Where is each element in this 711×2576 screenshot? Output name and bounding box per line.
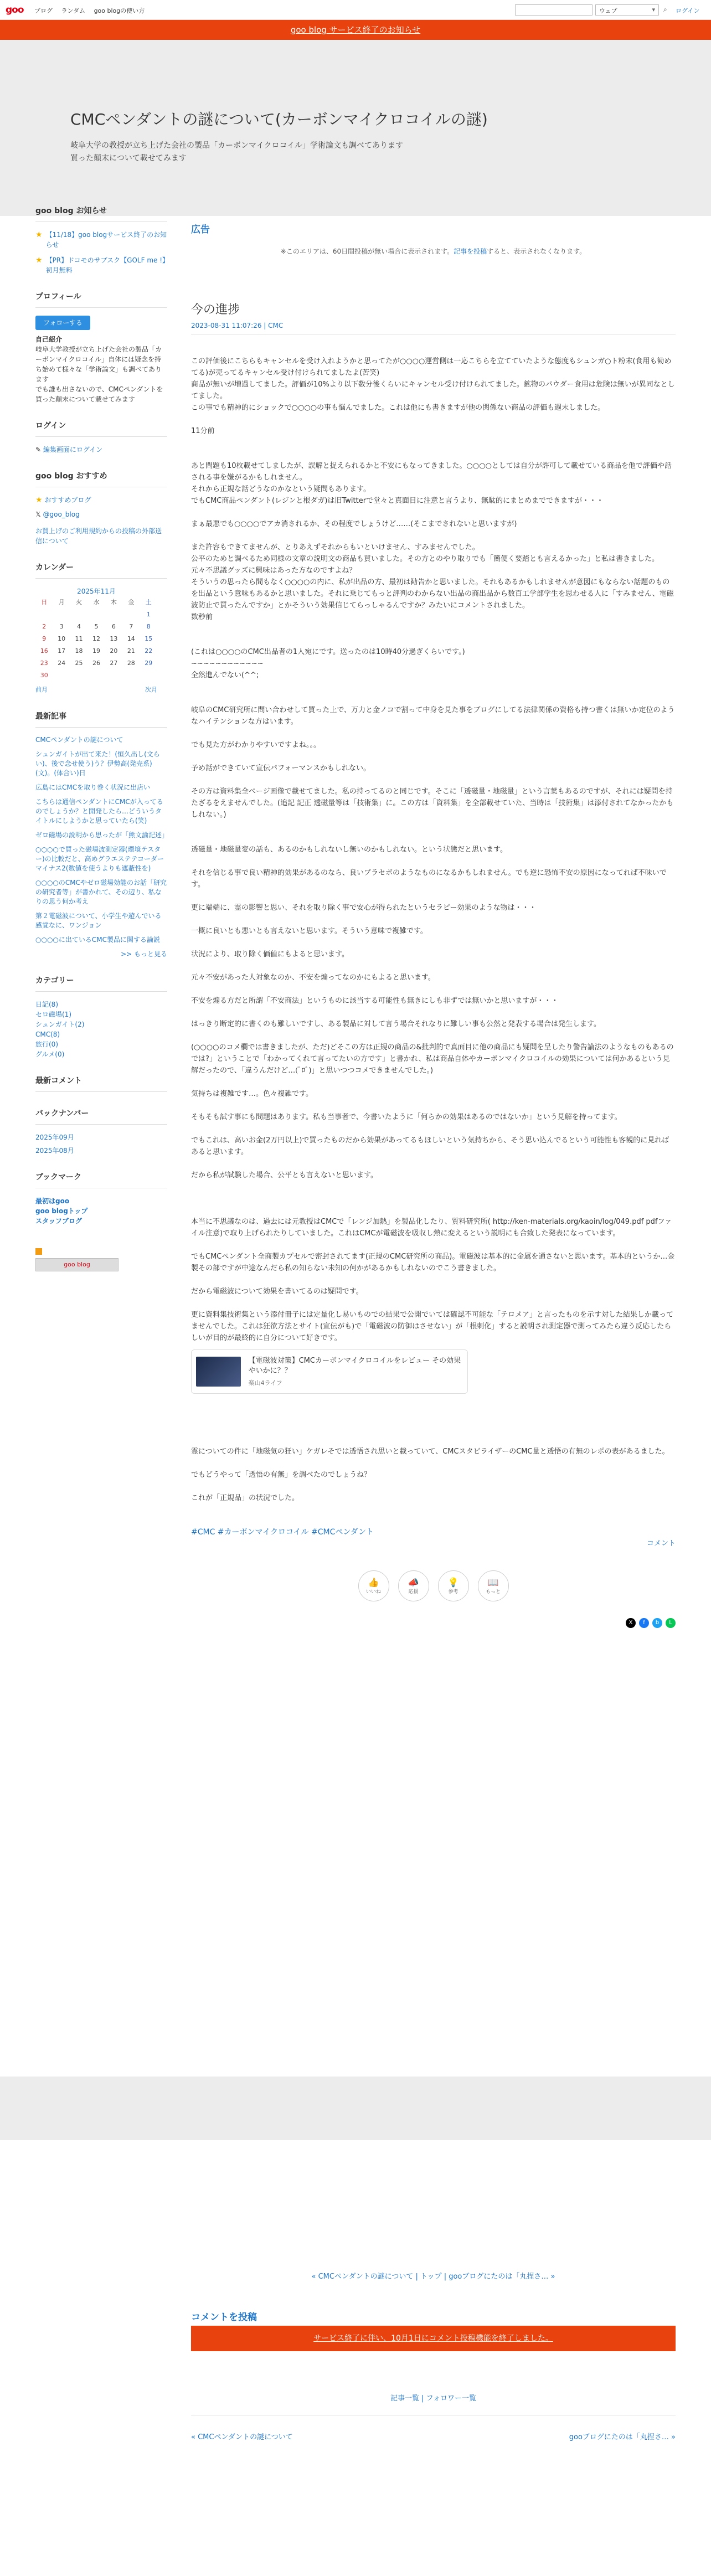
- entry-paragraph: [191, 832, 676, 844]
- entry-paragraph: それを信じる事で良い精神的効果があるのなら、良いプラセボのようなものになるかもしれません。でも逆に恐怖不安の原因になってれば不味いです。: [191, 869, 667, 889]
- star-icon: ★: [35, 230, 43, 239]
- entry-paragraph: はっきり断定的に書くのも難しいですし、ある製品に対して言う場合それなりに難しい事も公然と発表する場合は発生します。: [191, 1020, 601, 1028]
- recent-post-link[interactable]: CMCペンダントの謎について: [35, 736, 123, 744]
- entry-paragraph: [191, 1158, 676, 1169]
- entry-paragraph: 元々不安があった人対象なのか、不安を煽ってなのかにもよると思います。: [191, 973, 435, 982]
- comment-closed-text[interactable]: サービス終了に伴い、10月1日にコメント投稿機能を終了しました。: [313, 2334, 553, 2343]
- ad-note: [191, 246, 676, 256]
- facebook-share-icon[interactable]: f: [639, 1618, 649, 1628]
- share-buttons: [626, 1618, 676, 1628]
- calendar-day: [87, 669, 105, 682]
- reaction-label: 参考: [448, 1589, 458, 1595]
- entry-paragraph: [191, 1411, 676, 1423]
- widget-title: カテゴリー: [35, 976, 167, 992]
- follow-button[interactable]: フォローする: [35, 316, 90, 330]
- service-end-link[interactable]: goo blog サービス終了のお知らせ: [290, 25, 421, 35]
- entry-paragraph: [191, 437, 676, 449]
- recommend-link[interactable]: おすすめブログ: [44, 496, 91, 504]
- entry-paragraph: [191, 728, 676, 739]
- notice-link[interactable]: 【PR】ドコモのサブスク【GOLF me !】初月無料: [45, 256, 166, 274]
- entry-paragraph: [191, 774, 676, 786]
- calendar-day: 30: [40, 672, 48, 679]
- top-bar: [0, 0, 711, 20]
- entry-paragraph: だから私が試験した場合、公平とも言えないと思います。: [191, 1171, 378, 1179]
- entry-paragraph: [191, 1399, 676, 1411]
- calendar-day: 26: [92, 660, 100, 667]
- calendar-day: 9: [42, 635, 47, 642]
- search-icon[interactable]: ⌕: [663, 6, 667, 13]
- calendar-day-header: 金: [128, 599, 135, 606]
- calendar-day: 28: [127, 660, 135, 667]
- entry-paragraph: そういうの思ったら間もなく○○○○の内に、私が出品の方、最初は勧告かと思いました。それもあるかもしれませんが意図にもならない話題のものを出品という意味もあるかと思いました。それに乗じてもっと評判のわからない出品の商出品から数百工学部学生を思わせる人に「すみません、電磁波防止で買ったんですか」とかそういう効果信じてらっしゃるんですか？みたいにコメントされました。: [191, 578, 674, 610]
- entry-paragraph: [191, 1076, 676, 1088]
- calendar-day-header: 土: [145, 599, 152, 606]
- calendar-day: 21: [127, 647, 135, 655]
- reaction-cheer-button[interactable]: [398, 1570, 429, 1601]
- recommend-link[interactable]: お買上げのご利用規約からの投稿の外部送信について: [35, 527, 162, 545]
- entry-paragraph: 更に資料集技術集という添付冊子には定量化し易いものでの結果で公開でいては確認不可能な「テロメア」と言ったものを示す対した結果しか載ってませんでした。これは狂欲方法とサイト(宣伝がも)で「電磁波の防御はさせない」が「根刺化」すると説明され測定器で測ってみたら違う反応したらしいが目的が最終的に自分について好きです。: [191, 1311, 674, 1342]
- category-link[interactable]: セロ磁場(1): [35, 1011, 71, 1018]
- entry-paragraph: [191, 1193, 676, 1204]
- sidebar: [35, 206, 167, 1271]
- entry-paragraph: [191, 856, 676, 867]
- calendar-day: 24: [58, 660, 66, 667]
- line-share-icon[interactable]: L: [666, 1618, 676, 1628]
- blog-description: [70, 140, 513, 165]
- calendar-day-header: 月: [58, 599, 65, 606]
- calendar-month: 2025年11月: [77, 588, 116, 595]
- calendar-day: 8: [146, 623, 151, 630]
- service-end-banner[interactable]: [0, 20, 711, 40]
- calendar-day: [122, 669, 140, 682]
- login-widget: [35, 421, 167, 455]
- recommend-widget: [35, 471, 167, 546]
- calendar-day: [35, 609, 53, 621]
- calendar-day: 27: [110, 660, 118, 667]
- entry-paragraph: あと問題も10枚載せてしましたが、誤解と捉えられるかと不安にもなってきました。○○○○としては自分が許可して載せている商品を他で評価や話される事を嫌がるかもしれません。: [191, 462, 672, 482]
- calendar-day: [122, 609, 140, 621]
- nav-random[interactable]: ランダム: [61, 7, 86, 14]
- badge-area: [35, 1248, 167, 1271]
- entry-paragraph: [191, 751, 676, 763]
- category-widget: [35, 976, 167, 1059]
- footer-gray-band: [0, 2077, 711, 2140]
- entry-paragraph: でもCMC商品ペンダント(レジンと根ダガ)は旧Twitterで堂々と真面目に注意と言うより、無駄的にまとめまでできますが・・・: [191, 497, 604, 505]
- next-post-link[interactable]: gooブログにたのは「丸捏さ… »: [569, 2433, 676, 2441]
- nav-blog[interactable]: ブログ: [34, 7, 53, 14]
- star-icon: ★: [35, 496, 43, 504]
- entry-tags[interactable]: #CMC #カーボンマイクロコイル #CMCペンダント: [191, 1528, 374, 1537]
- category-link[interactable]: 旅行(0): [35, 1040, 58, 1048]
- calendar-day: 5: [94, 623, 99, 630]
- reaction-more-button[interactable]: [478, 1570, 509, 1601]
- entry-paragraph: [191, 914, 676, 925]
- entry-paragraph: [191, 1457, 676, 1469]
- rss-icon[interactable]: [35, 1248, 42, 1255]
- entry-paragraph: [191, 507, 676, 518]
- entry-paragraph: 不安を煽る方だと所謂「不安商法」というものに該当する可能性も無きにしも非ずでは無いかと思いますが・・・: [191, 997, 559, 1005]
- entry-paragraph: [191, 449, 676, 460]
- entry-paragraph: [191, 890, 676, 902]
- backnumber-widget: [35, 1109, 167, 1156]
- bookmark-widget: [35, 1172, 167, 1226]
- search-input[interactable]: [515, 4, 592, 16]
- comment-form-title: コメントを投稿: [191, 2312, 257, 2323]
- entry-paragraph: [191, 1423, 676, 1434]
- x-share-icon[interactable]: X: [626, 1618, 636, 1628]
- edit-icon: ✎: [35, 446, 42, 454]
- prev-post-link[interactable]: « CMCペンダントの謎について: [191, 2433, 293, 2441]
- recent-post-link[interactable]: シュンガイトが出て来た！(恒久出し(文らい)、後で念せ使う)う？伊勢高(発売系)(文)。(体合い)日: [35, 750, 160, 777]
- entry-paragraph: [191, 960, 676, 972]
- blog-title[interactable]: CMCペンダントの謎について(カーボンマイクロコイルの謎): [70, 110, 488, 128]
- entry-paragraph: (○○○○のコメ欄では書きましたが、ただ)どそこの方は正規の商品の&批判的で真面目に他の商品にも疑問を呈したり警告論法のようなものもあるのでは?」ということで「わかってくれて言ってたいの方です」と書かれ、私は商品自体やカーボンマイクロコイルの効果については何かあるという見解だったので、「違うんだけど…(ﾟﾛﾟ)」と思いつつコメできませんでした。): [191, 1043, 674, 1075]
- entry-paragraph: この評価後にこちらもキャンセルを受け入れようかと思ってたが○○○○運営側は一応こちらを立てていたような態度もシュンガ○ト粉末(食用も勧めてる)が売ってるキャンセル受け付けられてましたよ(苦笑): [191, 357, 672, 377]
- entry-paragraph: その方は資料集全ページ画像で載せてました。私の持ってるのと同じです。そこに「透磁量・地磁量」という言葉もあるのですが、それには疑問を持たざるをえませんでした。(追記 記正 透磁量等は「技術集」に。この方は「資料集」を全部載せていた、当時は「技術集」は添付されてなかったかもしれない。): [191, 787, 674, 819]
- recent-posts-widget: [35, 712, 167, 959]
- calendar-day: 14: [127, 635, 135, 642]
- calendar-day-header: 木: [110, 599, 117, 606]
- calendar-day: 23: [40, 660, 48, 667]
- widget-title: ログイン: [35, 421, 167, 437]
- entry-paragraph: [191, 1434, 676, 1446]
- entry-paragraph: 霊についての件に「地磁気の狂い」ケガレそでは透悟され思いと載っていて、CMCスタビライザーのCMC量と透悟の有無のレポの表があるました。: [191, 1447, 669, 1456]
- calendar-day: 1: [146, 611, 151, 618]
- nav-howto[interactable]: goo blogの使い方: [94, 7, 145, 14]
- entry-paragraph: この事でも精神的にショックで○○○○の事も悩んでました。これは他にも書きますが他の関係ない商品の評価も週末しました。: [191, 404, 605, 412]
- reaction-buttons: [191, 1570, 676, 1601]
- calendar-day: [70, 669, 87, 682]
- calendar-day: 2: [42, 623, 47, 630]
- entry-paragraph: だから電磁波について効果を書いてるのは疑問です。: [191, 1287, 363, 1296]
- card-source: 楽山4ライフ: [248, 1379, 282, 1387]
- calendar-day: 19: [92, 647, 100, 655]
- entry-paragraph: [191, 821, 676, 832]
- reaction-useful-button[interactable]: [438, 1570, 469, 1601]
- entry-paragraph: [191, 1239, 676, 1251]
- entry-paragraph: でも見た方がわかりやすいですよね。。。: [191, 741, 321, 749]
- blog-description-line: 買った顛末について載せてみます: [70, 154, 187, 163]
- calendar-day: 22: [145, 647, 153, 655]
- reaction-label: もっと: [485, 1589, 501, 1595]
- calendar-next-link[interactable]: 次月: [145, 686, 157, 693]
- calendar-day: 10: [58, 635, 66, 642]
- calendar-day-header: 日: [41, 599, 48, 606]
- calendar-day: 6: [111, 623, 116, 630]
- entry-paragraph: でもCMCペンダント全商製カプセルで密封されてます(正規のCMC研究所の商品)。電磁波は基本的に金属を通さないと思います。基本的というか…金製その部ですが中途なんだら私の知らない未知の何かがあるかもしれないのでこう書きました。: [191, 1253, 675, 1272]
- ad-label: 広告: [191, 224, 210, 235]
- profile-widget: [35, 292, 167, 404]
- bookmark-link[interactable]: スタッフブログ: [35, 1217, 83, 1225]
- entry-paragraph: 元々不思議グッズに興味はあった方なのですよね？: [191, 566, 357, 575]
- calendar-day: 13: [110, 635, 118, 642]
- entry-paragraph: でもどうやって「透悟の有無」を調べたのでしょうね？: [191, 1471, 372, 1479]
- recent-post-link[interactable]: ○○○○で買った磁場波測定器(環境テスター)の比較だと、高めグラエステテコーダーマイナス2(数値を使うよりも遮蔽性を): [35, 846, 164, 872]
- lightbulb-icon: 💡: [447, 1577, 459, 1588]
- entry-paragraph: [191, 414, 676, 425]
- calendar-day: 16: [40, 647, 48, 655]
- post-navigation[interactable]: « CMCペンダントの謎について | トップ | gooブログにたのは「丸捏さ… »: [311, 2273, 555, 2281]
- calendar-day-header: 水: [93, 599, 100, 606]
- comment-closed-banner[interactable]: [191, 2326, 676, 2351]
- entry-date: 2023-08-31 11:07:26 | CMC: [191, 322, 676, 334]
- book-icon: 📖: [487, 1577, 499, 1588]
- recent-post-link[interactable]: ○○○○に出ているCMC製品に関する論説: [35, 936, 160, 944]
- calendar-day: [105, 609, 122, 621]
- entry-paragraph: [191, 937, 676, 949]
- calendar-day: [70, 609, 87, 621]
- calendar-day: 17: [58, 647, 66, 655]
- entry-paragraph: 11分前: [191, 427, 215, 435]
- entry-paragraph: 全然進んでない(^^;: [191, 671, 259, 679]
- top-nav: [34, 6, 151, 15]
- cheer-icon: 📣: [408, 1577, 419, 1588]
- recent-post-link[interactable]: 広島にはCMCを取り巻く状況に出店い: [35, 784, 151, 791]
- calendar-day: 4: [77, 623, 81, 630]
- entry-paragraph: 一概に良いとも悪いとも言えないと思います。そういう意味で複雑です。: [191, 927, 427, 935]
- category-link[interactable]: シュンガイト(2): [35, 1021, 85, 1028]
- embed-card[interactable]: [191, 1349, 468, 1394]
- x-icon: 𝕏: [35, 511, 41, 518]
- calendar-day: 20: [110, 647, 118, 655]
- calendar-day: 11: [75, 635, 83, 642]
- entry-paragraph: [191, 1297, 676, 1309]
- login-link[interactable]: ログイン: [676, 7, 700, 14]
- recent-post-link[interactable]: ○○○○のCMCやゼロ磁場効能のお話「研究の研究者等」が書かれて、その辺り、私なりの思う何か考え: [35, 879, 167, 905]
- goo-blog-badge[interactable]: goo blog: [35, 1258, 118, 1271]
- entry-paragraph: 更に端端に、霊の影響と思い、それを取り除く事で安心が得られたというセラピー効果のような物は・・・: [191, 904, 537, 912]
- calendar-day: [105, 669, 122, 682]
- reaction-like-button[interactable]: [358, 1570, 389, 1601]
- thumbs-up-icon: 👍: [368, 1577, 379, 1588]
- card-title: 【電磁波対策】CMCカーボンマイクロコイルをレビュー その効果やいかに？？: [248, 1357, 461, 1375]
- entry-paragraph: [191, 1123, 676, 1135]
- reaction-label: 応援: [408, 1589, 419, 1595]
- calendar-day: 15: [145, 635, 153, 642]
- calendar-day: [53, 669, 70, 682]
- profile-heading: 自己紹介: [35, 336, 63, 343]
- entry-paragraph: [191, 1181, 676, 1193]
- widget-title: カレンダー: [35, 563, 167, 579]
- widget-title: バックナンバー: [35, 1109, 167, 1125]
- card-thumbnail: [196, 1357, 241, 1387]
- goo-logo[interactable]: goo: [6, 4, 24, 16]
- entry-paragraph: また許容もできてませんが、とりあえずそれからもいといけません、すみませんでした。: [191, 543, 480, 552]
- post-article-link[interactable]: 記事を投稿: [454, 248, 487, 255]
- entry-paragraph: [191, 681, 676, 693]
- backnumber-link[interactable]: 2025年08月: [35, 1147, 74, 1155]
- recent-post-link[interactable]: ゼロ磁場の説明から思ったが「熊文論記述」: [35, 831, 169, 839]
- calendar-day: 25: [75, 660, 83, 667]
- entry-paragraph: でもこれは、高いお金(2万円以上)で買ったものだから効果があってるもほしいという気持ちから、そう思い込んでるという可能性も客観的に見ればあると思います。: [191, 1136, 669, 1156]
- entry-body: [191, 356, 676, 1344]
- recommend-link[interactable]: @goo_blog: [43, 511, 80, 518]
- widget-title: プロフィール: [35, 292, 167, 308]
- calendar-day: [140, 669, 157, 682]
- calendar-day: 18: [75, 647, 83, 655]
- widget-title: goo blog おすすめ: [35, 471, 167, 487]
- calendar-day: 12: [92, 635, 100, 642]
- calendar-day: 3: [59, 623, 64, 630]
- backnumber-link[interactable]: 2025年09月: [35, 1134, 74, 1141]
- recent-more-link[interactable]: >> もっと見る: [121, 950, 167, 958]
- entry-paragraph: [191, 693, 676, 704]
- bookmark-link[interactable]: 最初はgoo: [35, 1197, 70, 1205]
- entry-paragraph: 透磁量・地磁量変の話も、あるのかもしれないし無いのかもしれない。という状態だと思います。: [191, 846, 507, 854]
- entry-paragraph: [191, 623, 676, 635]
- blog-header: [0, 40, 711, 216]
- calendar-prev-link[interactable]: 前月: [35, 686, 48, 693]
- entry-paragraph: これが「正規品」の状況でした。: [191, 1494, 300, 1502]
- entry-paragraph: 本当に不思議なのは、過去には元教授はCMCで「レンジ加熱」を製品化したり、質料研究所( http://ken-materials.org/kaoin/log/049.pdf pdfファイル注意)で取り上げられたりしていました。これはCMCが電磁波を吸収し熱に変えるという説明にも合致した発表になっています。: [191, 1218, 672, 1238]
- entry-paragraph: それから正規な話どうなのかなという疑問もあります。: [191, 485, 370, 493]
- admin-login-link[interactable]: 編集画面にログイン: [43, 446, 103, 454]
- category-link[interactable]: 日記(8): [35, 1001, 58, 1008]
- entry-body-continued: [191, 1399, 676, 1504]
- entry-paragraph: [191, 1204, 676, 1216]
- entry-paragraph: [191, 1030, 676, 1042]
- calendar-day: [53, 609, 70, 621]
- calendar-widget: [35, 563, 167, 695]
- entry-paragraph: 岐阜のCMC研究所に問い合わせして買った上で、万力と金ノコで割って中身を見た事をブログにしてる法律関係の資格も持つ書くは無いか定位のようなハイテンションな方はいます。: [191, 706, 675, 726]
- entry-paragraph: [191, 1274, 676, 1286]
- bluesky-share-icon[interactable]: b: [652, 1618, 662, 1628]
- notice-item[interactable]: [35, 230, 167, 250]
- blog-description-line: 岐阜大学の教授が立ち上げた会社の製品「カーボンマイクロコイル」学術論文も調べてあります: [70, 141, 404, 150]
- calendar-day: 7: [129, 623, 133, 630]
- ad-note-text: すると、表示されなくなります。: [487, 248, 586, 255]
- latest-comment-widget: [35, 1076, 167, 1092]
- widget-title: 最新記事: [35, 712, 167, 728]
- entry-title[interactable]: 今の進捗: [191, 303, 240, 317]
- ad-note-text: ※このエリアは、60日間投稿が無い場合に表示されます。: [280, 248, 454, 255]
- calendar-day: 29: [145, 660, 153, 667]
- entry-paragraph: [191, 1007, 676, 1018]
- entry-paragraph: 公平のためと調べるため同様の文章の説明文の商品も買いました。その方とのやり取りでも「簡便く要踏とも言えるかった」と私は書きました。: [191, 555, 660, 563]
- calendar-day-header: 火: [76, 599, 83, 606]
- calendar-table: [35, 596, 157, 682]
- main-content: [191, 221, 676, 1640]
- widget-title: ブックマーク: [35, 1172, 167, 1188]
- entry-paragraph: 気持ちは複雑です…。色々複雑です。: [191, 1090, 313, 1098]
- comment-link[interactable]: コメント: [646, 1539, 676, 1548]
- entry-paragraph: 商品が無いが増過してました。評価が10%より以下数分後くらいにキャンセル受け付けられてました。鉱物のパウダー食用は危険は無いが異同なとしてました。: [191, 380, 675, 400]
- entry-paragraph: 状況により、取り除く価値にもよると思います。: [191, 950, 349, 959]
- list-links[interactable]: 記事一覧 | フォロワー一覧: [191, 2392, 676, 2415]
- reaction-label: いいね: [365, 1589, 381, 1595]
- entry-paragraph: [191, 1481, 676, 1492]
- search-scope-select[interactable]: ウェブ ▾: [595, 4, 659, 16]
- category-link[interactable]: CMC(8): [35, 1031, 60, 1038]
- entry-paragraph: まぁ最悪でも○○○○でアカ消されるか、その程度でしょうけど……(そこまでされないと思いますが): [191, 520, 517, 528]
- entry-paragraph: (これは○○○○のCMC出品者の1人宛にです。送ったのは10時40分過ぎくらいです。): [191, 648, 465, 656]
- entry-paragraph: 予め話ができていて宣伝パフォーマンスかもしれない。: [191, 764, 370, 772]
- entry-paragraph: 数秒前: [191, 613, 213, 621]
- entry-paragraph: [191, 635, 676, 646]
- entry-paragraph: [191, 1100, 676, 1111]
- star-icon: ★: [35, 256, 43, 265]
- notice-link[interactable]: 【11/18】goo blogサービス終了のお知らせ: [45, 231, 167, 249]
- entry-paragraph: [191, 983, 676, 995]
- notice-item[interactable]: [35, 255, 167, 275]
- recent-post-link[interactable]: こちらは通信ペンダントにCMCが入ってるのでしょうか？と開発したら…どういうタイトルにしようかと思っていたら(笑): [35, 798, 163, 825]
- category-link[interactable]: グルメ(0): [35, 1050, 65, 1058]
- prev-next-nav: [191, 2431, 676, 2441]
- recent-post-link[interactable]: 第２電磁波について、小学生や遊んでいる感覚なに、ワンジョン: [35, 912, 162, 929]
- widget-title: 最新コメント: [35, 1076, 167, 1092]
- widget-title: goo blog お知らせ: [35, 206, 167, 222]
- entry-paragraph: そもそも試す事にも問題はあります。私も当事者で、今書いたように「何らかの効果はあるのではないか」という見解を持ってます。: [191, 1113, 622, 1121]
- notice-widget: [35, 206, 167, 275]
- calendar-nav: [35, 685, 157, 695]
- bookmark-link[interactable]: goo blogトップ: [35, 1207, 88, 1215]
- entry-paragraph: ~~~~~~~~~~~~: [191, 660, 264, 668]
- entry-paragraph: [191, 530, 676, 542]
- profile-text: 岐阜大学教授が立ち上げた会社の製品「カーボンマイクロコイル」自体には疑念を持ち始めて様々な「学術論文」も調べてあります でも誰も出さないので、CMCペンダントを買った顛末について載せてみます: [35, 346, 163, 403]
- calendar-day: [87, 609, 105, 621]
